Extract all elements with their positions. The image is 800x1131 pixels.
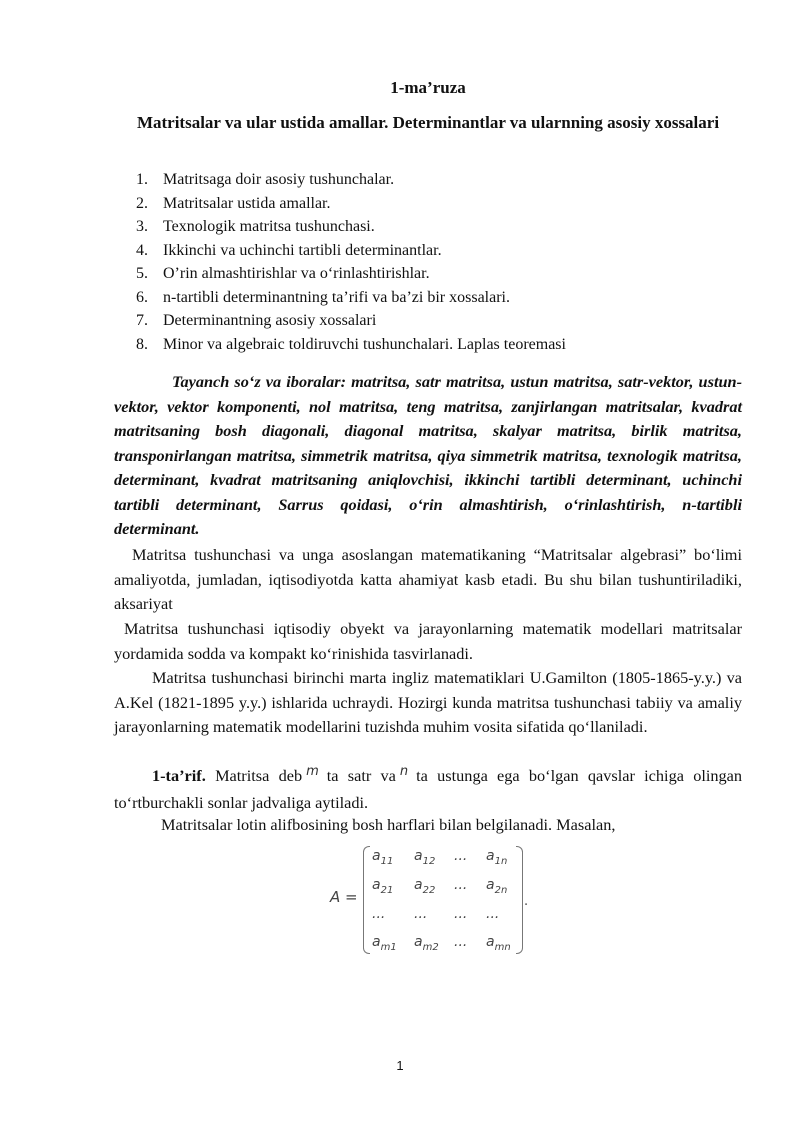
- outline-text: n-tartibli determinantning ta’rifi va ba’zi bir xossalari.: [163, 288, 510, 306]
- definition-label: 1-ta’rif.: [152, 766, 206, 785]
- lecture-title: 1-ma’ruza: [390, 78, 466, 97]
- outline-item: [136, 215, 566, 239]
- outline-item: [136, 192, 566, 216]
- outline-number: 8.: [136, 335, 148, 353]
- outline-list: [136, 168, 566, 356]
- matrix-cell: $a_{21}$: [372, 877, 394, 896]
- outline-number: 5.: [136, 265, 148, 282]
- outline-text: Minor va algebraic toldiruvchi tushunchalari. Laplas teoremasi: [163, 335, 566, 353]
- definition-text: ta ustunga ega bo‘lgan qavslar ichiga olingan to‘rtburchakli sonlar jadvaliga aytiladi.: [114, 766, 743, 812]
- outline-item: [136, 239, 566, 263]
- matrix-cell: ...: [454, 934, 468, 950]
- outline-item: [136, 168, 566, 192]
- outline-number: 6.: [136, 288, 148, 306]
- matrix-cell: $a_{11}$: [372, 848, 394, 867]
- matrix-cell: $a_{12}$: [414, 848, 436, 867]
- matrix-lhs: A =: [330, 888, 358, 906]
- matrix-cell: ...: [372, 906, 386, 922]
- matrix-cell: ...: [454, 877, 468, 893]
- outline-text: Ikkinchi va uchinchi tartibli determinantlar.: [163, 241, 442, 259]
- right-bracket: [516, 846, 523, 954]
- definition-paragraph: [114, 764, 742, 815]
- matrix-cell: $a_{mn}$: [486, 934, 511, 953]
- body-paragraph: Matritsa tushunchasi birinchi marta ingliz matematiklari U.Gamilton (1805-1865-y.y.) va A.Kel (1821-1895 y.y.) ishlarida uchraydi. Hozirgi kunda matritsa tushunchasi tabiiy va amaliy jarayonlarning matematik modellarini tuzishda muhim vosita sifatida qo‘llaniladi.: [114, 668, 742, 736]
- matrix-cell: ...: [414, 906, 428, 922]
- body-paragraph: Matritsa tushunchasi va unga asoslangan matematikaning “Matritsalar algebrasi” bo‘limi amaliyotda, jumladan, iqtisodiyotda katta ahamiyat kasb etadi. Bu shu bilan tushuntiriladiki, aksariyat: [114, 545, 742, 613]
- body-paragraph: Matritsalar lotin alifbosining bosh harflari bilan belgilanadi. Masalan,: [161, 815, 616, 834]
- body-paragraph: Matritsa tushunchasi iqtisodiy obyekt va jarayonlarning matematik modellari matritsalar yordamida sodda va kompakt ko‘rinishida tasvirlanadi.: [114, 619, 742, 663]
- matrix-formula: [330, 844, 540, 956]
- matrix-cell: $a_{m2}$: [414, 934, 439, 953]
- keywords-paragraph: Tayanch so‘z va iboralar: matritsa, satr matritsa, ustun matritsa, satr-vektor, ustun-vektor, vektor komponenti, nol matritsa, teng matritsa, zanjirlangan matritsalar, kvadrat matritsaning bosh diagonali, diagonal matritsa, skalyar matritsa, birlik matritsa, transponirlangan matritsa, simmetrik matritsa, qiya simmetrik matritsa, texnologik matritsa, determinant, kvadrat matritsaning aniqlovchisi, ikkinchi tartibli determinant, uchinchi tartibli determinant, Sarrus qoidasi, o‘rin almashtirish, o‘rinlashtirish, n-tartibli determinant.: [114, 372, 742, 538]
- outline-text: Texnologik matritsa tushunchasi.: [163, 218, 375, 235]
- outline-text: Matritsalar ustida amallar.: [163, 194, 331, 212]
- matrix-cell: $a_{22}$: [414, 877, 436, 896]
- outline-number: 1.: [136, 171, 148, 188]
- outline-text: Determinantning asosiy xossalari: [163, 312, 377, 329]
- matrix-cell: ...: [454, 848, 468, 864]
- matrix-cell: $a_{2n}$: [486, 877, 508, 896]
- left-bracket: [363, 846, 370, 954]
- matrix-cell: $a_{1n}$: [486, 848, 508, 867]
- outline-text: Matritsaga doir asosiy tushunchalar.: [163, 171, 395, 188]
- outline-text: O’rin almashtirishlar va o‘rinlashtirishlar.: [163, 265, 430, 282]
- variable-n: n: [399, 764, 409, 779]
- outline-item: [136, 309, 566, 333]
- definition-text: ta satr va: [326, 766, 396, 785]
- outline-item: [136, 333, 566, 357]
- outline-number: 4.: [136, 241, 148, 259]
- matrix-cell: ...: [486, 906, 500, 922]
- outline-number: 2.: [136, 194, 148, 212]
- outline-number: 3.: [136, 218, 148, 235]
- definition-text: Matritsa deb: [215, 766, 303, 785]
- variable-m: m: [306, 764, 319, 779]
- matrix-cell: $a_{m1}$: [372, 934, 397, 953]
- matrix-cell: ...: [454, 906, 468, 922]
- outline-number: 7.: [136, 312, 148, 329]
- matrix-period: .: [524, 894, 529, 909]
- outline-item: [136, 286, 566, 310]
- outline-item: [136, 262, 566, 286]
- lecture-subtitle: Matritsalar va ular ustida amallar. Determinantlar va ularnning asosiy xossalari: [136, 113, 720, 132]
- page-number: 1: [396, 1058, 404, 1073]
